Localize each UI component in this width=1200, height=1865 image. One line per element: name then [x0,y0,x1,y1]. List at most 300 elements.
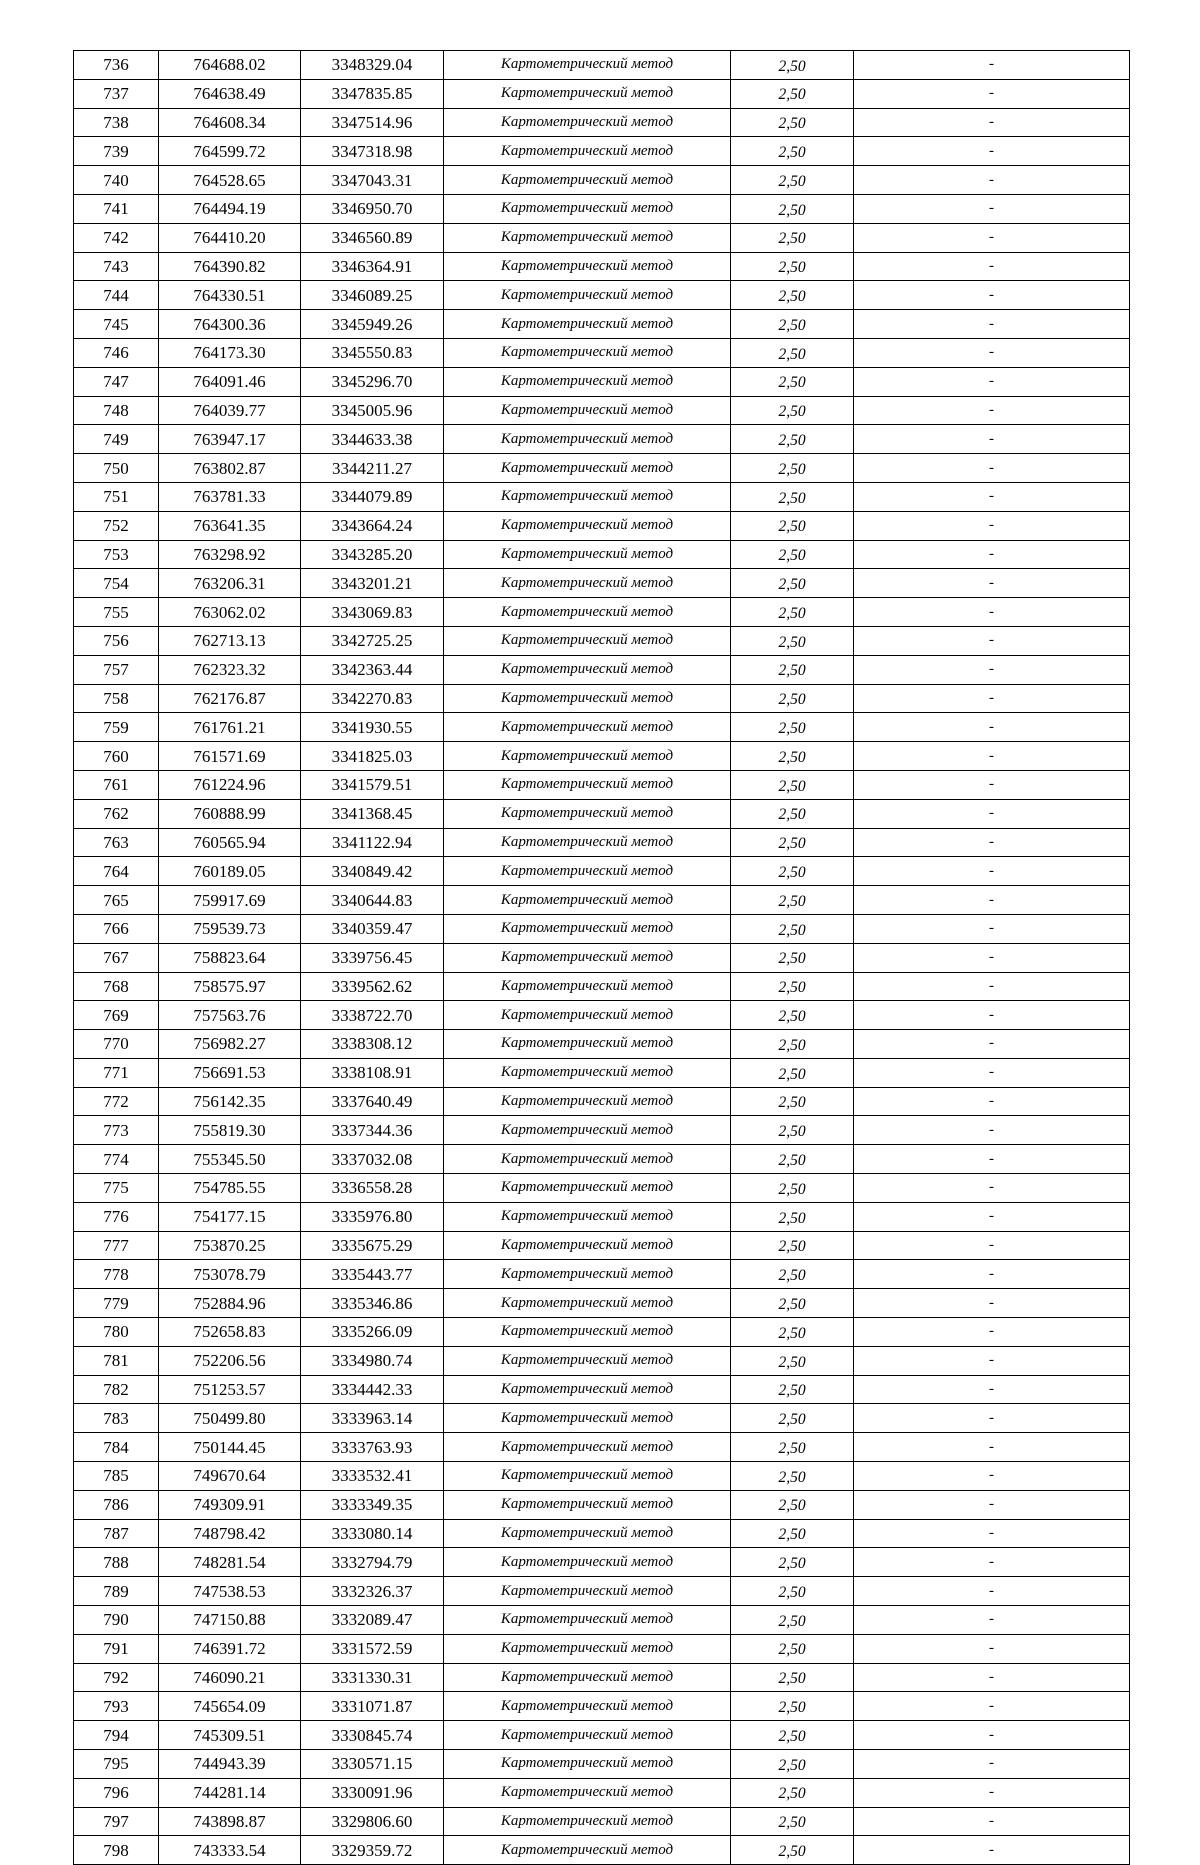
y-coordinate-cell: 3329359.72 [301,1836,444,1865]
table-row [74,857,1130,886]
x-coordinate-cell: 755819.30 [159,1116,301,1145]
table-row [74,482,1130,511]
x-coordinate-cell: 762323.32 [159,655,301,684]
point-number-cell: 779 [74,1289,159,1318]
method-cell: Картометрический метод [444,1289,731,1318]
error-cell: 2,50 [731,540,854,569]
table-row [74,1030,1130,1059]
description-cell: - [854,1231,1130,1260]
method-cell: Картометрический метод [444,1836,731,1865]
method-cell: Картометрический метод [444,626,731,655]
point-number-cell: 745 [74,310,159,339]
y-coordinate-cell: 3330845.74 [301,1721,444,1750]
point-number-cell: 769 [74,1001,159,1030]
point-number-cell: 768 [74,972,159,1001]
table-row [74,1548,1130,1577]
y-coordinate-cell: 3335266.09 [301,1318,444,1347]
error-cell: 2,50 [731,972,854,1001]
table-row [74,281,1130,310]
x-coordinate-cell: 764410.20 [159,223,301,252]
y-coordinate-cell: 3334442.33 [301,1375,444,1404]
point-number-cell: 747 [74,367,159,396]
point-number-cell: 742 [74,223,159,252]
x-coordinate-cell: 743333.54 [159,1836,301,1865]
method-cell: Картометрический метод [444,684,731,713]
y-coordinate-cell: 3330091.96 [301,1778,444,1807]
table-row [74,1462,1130,1491]
point-number-cell: 770 [74,1030,159,1059]
error-cell: 2,50 [731,1433,854,1462]
table-row [74,1692,1130,1721]
y-coordinate-cell: 3342270.83 [301,684,444,713]
table-row [74,1490,1130,1519]
method-cell: Картометрический метод [444,1519,731,1548]
description-cell: - [854,1462,1130,1491]
error-cell: 2,50 [731,454,854,483]
x-coordinate-cell: 761761.21 [159,713,301,742]
error-cell: 2,50 [731,1087,854,1116]
point-number-cell: 754 [74,569,159,598]
x-coordinate-cell: 758575.97 [159,972,301,1001]
error-cell: 2,50 [731,914,854,943]
point-number-cell: 744 [74,281,159,310]
method-cell: Картометрический метод [444,1087,731,1116]
y-coordinate-cell: 3331330.31 [301,1663,444,1692]
x-coordinate-cell: 759917.69 [159,886,301,915]
y-coordinate-cell: 3333963.14 [301,1404,444,1433]
description-cell: - [854,1807,1130,1836]
description-cell: - [854,1174,1130,1203]
x-coordinate-cell: 763206.31 [159,569,301,598]
error-cell: 2,50 [731,655,854,684]
method-cell: Картометрический метод [444,281,731,310]
x-coordinate-cell: 754177.15 [159,1202,301,1231]
description-cell: - [854,1490,1130,1519]
error-cell: 2,50 [731,770,854,799]
description-cell: - [854,1721,1130,1750]
method-cell: Картометрический метод [444,1318,731,1347]
description-cell: - [854,1202,1130,1231]
point-number-cell: 736 [74,51,159,80]
point-number-cell: 765 [74,886,159,915]
table-row [74,166,1130,195]
method-cell: Картометрический метод [444,770,731,799]
description-cell: - [854,540,1130,569]
error-cell: 2,50 [731,79,854,108]
point-number-cell: 762 [74,799,159,828]
description-cell: - [854,1778,1130,1807]
error-cell: 2,50 [731,1202,854,1231]
x-coordinate-cell: 764039.77 [159,396,301,425]
method-cell: Картометрический метод [444,79,731,108]
x-coordinate-cell: 756691.53 [159,1058,301,1087]
x-coordinate-cell: 764300.36 [159,310,301,339]
point-number-cell: 758 [74,684,159,713]
table-row [74,338,1130,367]
y-coordinate-cell: 3347835.85 [301,79,444,108]
x-coordinate-cell: 753078.79 [159,1260,301,1289]
point-number-cell: 751 [74,482,159,511]
y-coordinate-cell: 3337344.36 [301,1116,444,1145]
y-coordinate-cell: 3347043.31 [301,166,444,195]
description-cell: - [854,569,1130,598]
method-cell: Картометрический метод [444,1404,731,1433]
method-cell: Картометрический метод [444,1807,731,1836]
method-cell: Картометрический метод [444,1721,731,1750]
point-number-cell: 767 [74,943,159,972]
y-coordinate-cell: 3341930.55 [301,713,444,742]
y-coordinate-cell: 3335976.80 [301,1202,444,1231]
y-coordinate-cell: 3340644.83 [301,886,444,915]
point-number-cell: 780 [74,1318,159,1347]
x-coordinate-cell: 744281.14 [159,1778,301,1807]
error-cell: 2,50 [731,281,854,310]
method-cell: Картометрический метод [444,1750,731,1779]
error-cell: 2,50 [731,51,854,80]
table-row [74,1001,1130,1030]
y-coordinate-cell: 3344079.89 [301,482,444,511]
point-number-cell: 737 [74,79,159,108]
description-cell: - [854,482,1130,511]
error-cell: 2,50 [731,1692,854,1721]
error-cell: 2,50 [731,1606,854,1635]
table-row [74,914,1130,943]
method-cell: Картометрический метод [444,137,731,166]
point-number-cell: 739 [74,137,159,166]
description-cell: - [854,857,1130,886]
table-row [74,1058,1130,1087]
method-cell: Картометрический метод [444,454,731,483]
y-coordinate-cell: 3337032.08 [301,1145,444,1174]
x-coordinate-cell: 748281.54 [159,1548,301,1577]
error-cell: 2,50 [731,166,854,195]
error-cell: 2,50 [731,1750,854,1779]
y-coordinate-cell: 3332089.47 [301,1606,444,1635]
point-number-cell: 796 [74,1778,159,1807]
y-coordinate-cell: 3338108.91 [301,1058,444,1087]
description-cell: - [854,1375,1130,1404]
method-cell: Картометрический метод [444,1778,731,1807]
description-cell: - [854,886,1130,915]
table-row [74,1778,1130,1807]
method-cell: Картометрический метод [444,569,731,598]
y-coordinate-cell: 3333080.14 [301,1519,444,1548]
table-row [74,1433,1130,1462]
table-row [74,1663,1130,1692]
point-number-cell: 755 [74,598,159,627]
description-cell: - [854,454,1130,483]
description-cell: - [854,79,1130,108]
x-coordinate-cell: 749670.64 [159,1462,301,1491]
error-cell: 2,50 [731,1519,854,1548]
error-cell: 2,50 [731,828,854,857]
description-cell: - [854,655,1130,684]
error-cell: 2,50 [731,1548,854,1577]
description-cell: - [854,137,1130,166]
error-cell: 2,50 [731,194,854,223]
table-row [74,713,1130,742]
x-coordinate-cell: 746391.72 [159,1634,301,1663]
method-cell: Картометрический метод [444,511,731,540]
x-coordinate-cell: 764494.19 [159,194,301,223]
method-cell: Картометрический метод [444,1001,731,1030]
table-row [74,886,1130,915]
point-number-cell: 746 [74,338,159,367]
table-row [74,223,1130,252]
table-row [74,1087,1130,1116]
x-coordinate-cell: 751253.57 [159,1375,301,1404]
method-cell: Картометрический метод [444,713,731,742]
error-cell: 2,50 [731,1116,854,1145]
error-cell: 2,50 [731,223,854,252]
point-number-cell: 756 [74,626,159,655]
table-row [74,511,1130,540]
point-number-cell: 773 [74,1116,159,1145]
y-coordinate-cell: 3335346.86 [301,1289,444,1318]
table-row [74,310,1130,339]
description-cell: - [854,396,1130,425]
table-row [74,943,1130,972]
method-cell: Картометрический метод [444,425,731,454]
description-cell: - [854,1116,1130,1145]
error-cell: 2,50 [731,569,854,598]
x-coordinate-cell: 752658.83 [159,1318,301,1347]
description-cell: - [854,1750,1130,1779]
method-cell: Картометрический метод [444,1030,731,1059]
x-coordinate-cell: 764330.51 [159,281,301,310]
method-cell: Картометрический метод [444,1058,731,1087]
table-row [74,1606,1130,1635]
coordinates-table [73,50,1130,1865]
point-number-cell: 757 [74,655,159,684]
description-cell: - [854,943,1130,972]
point-number-cell: 741 [74,194,159,223]
method-cell: Картометрический метод [444,482,731,511]
method-cell: Картометрический метод [444,1634,731,1663]
x-coordinate-cell: 759539.73 [159,914,301,943]
point-number-cell: 775 [74,1174,159,1203]
y-coordinate-cell: 3333532.41 [301,1462,444,1491]
description-cell: - [854,223,1130,252]
table-row [74,684,1130,713]
method-cell: Картометрический метод [444,166,731,195]
table-row [74,1202,1130,1231]
description-cell: - [854,1634,1130,1663]
method-cell: Картометрический метод [444,598,731,627]
method-cell: Картометрический метод [444,396,731,425]
description-cell: - [854,684,1130,713]
method-cell: Картометрический метод [444,972,731,1001]
table-row [74,1231,1130,1260]
x-coordinate-cell: 757563.76 [159,1001,301,1030]
method-cell: Картометрический метод [444,1663,731,1692]
description-cell: - [854,1519,1130,1548]
point-number-cell: 750 [74,454,159,483]
table-row [74,1289,1130,1318]
point-number-cell: 749 [74,425,159,454]
description-cell: - [854,972,1130,1001]
description-cell: - [854,1087,1130,1116]
y-coordinate-cell: 3346560.89 [301,223,444,252]
y-coordinate-cell: 3343201.21 [301,569,444,598]
table-row [74,1634,1130,1663]
description-cell: - [854,1001,1130,1030]
table-row [74,1807,1130,1836]
y-coordinate-cell: 3340359.47 [301,914,444,943]
point-number-cell: 791 [74,1634,159,1663]
x-coordinate-cell: 745654.09 [159,1692,301,1721]
point-number-cell: 797 [74,1807,159,1836]
error-cell: 2,50 [731,1030,854,1059]
y-coordinate-cell: 3329806.60 [301,1807,444,1836]
description-cell: - [854,425,1130,454]
y-coordinate-cell: 3330571.15 [301,1750,444,1779]
method-cell: Картометрический метод [444,1231,731,1260]
point-number-cell: 759 [74,713,159,742]
y-coordinate-cell: 3337640.49 [301,1087,444,1116]
table-row [74,252,1130,281]
error-cell: 2,50 [731,1318,854,1347]
point-number-cell: 778 [74,1260,159,1289]
x-coordinate-cell: 764390.82 [159,252,301,281]
description-cell: - [854,51,1130,80]
description-cell: - [854,1318,1130,1347]
table-row [74,108,1130,137]
error-cell: 2,50 [731,1634,854,1663]
error-cell: 2,50 [731,137,854,166]
y-coordinate-cell: 3341825.03 [301,742,444,771]
point-number-cell: 760 [74,742,159,771]
table-row [74,1116,1130,1145]
x-coordinate-cell: 749309.91 [159,1490,301,1519]
description-cell: - [854,108,1130,137]
table-row [74,1519,1130,1548]
x-coordinate-cell: 764599.72 [159,137,301,166]
error-cell: 2,50 [731,1836,854,1865]
method-cell: Картометрический метод [444,540,731,569]
table-row [74,770,1130,799]
error-cell: 2,50 [731,1260,854,1289]
error-cell: 2,50 [731,108,854,137]
table-row [74,1836,1130,1865]
method-cell: Картометрический метод [444,252,731,281]
point-number-cell: 781 [74,1346,159,1375]
table-row [74,1375,1130,1404]
x-coordinate-cell: 750499.80 [159,1404,301,1433]
x-coordinate-cell: 762176.87 [159,684,301,713]
method-cell: Картометрический метод [444,742,731,771]
table-row [74,1145,1130,1174]
error-cell: 2,50 [731,1577,854,1606]
method-cell: Картометрический метод [444,1260,731,1289]
table-row [74,540,1130,569]
table-row [74,396,1130,425]
error-cell: 2,50 [731,857,854,886]
point-number-cell: 787 [74,1519,159,1548]
description-cell: - [854,1145,1130,1174]
x-coordinate-cell: 764528.65 [159,166,301,195]
error-cell: 2,50 [731,1174,854,1203]
method-cell: Картометрический метод [444,223,731,252]
x-coordinate-cell: 764608.34 [159,108,301,137]
table-row [74,972,1130,1001]
y-coordinate-cell: 3339562.62 [301,972,444,1001]
description-cell: - [854,194,1130,223]
error-cell: 2,50 [731,1721,854,1750]
method-cell: Картометрический метод [444,1577,731,1606]
error-cell: 2,50 [731,1001,854,1030]
method-cell: Картометрический метод [444,1490,731,1519]
description-cell: - [854,742,1130,771]
description-cell: - [854,1692,1130,1721]
method-cell: Картометрический метод [444,1692,731,1721]
y-coordinate-cell: 3346950.70 [301,194,444,223]
description-cell: - [854,281,1130,310]
error-cell: 2,50 [731,338,854,367]
point-number-cell: 785 [74,1462,159,1491]
table-row [74,1750,1130,1779]
point-number-cell: 766 [74,914,159,943]
x-coordinate-cell: 747150.88 [159,1606,301,1635]
x-coordinate-cell: 763298.92 [159,540,301,569]
y-coordinate-cell: 3346364.91 [301,252,444,281]
y-coordinate-cell: 3332794.79 [301,1548,444,1577]
x-coordinate-cell: 755345.50 [159,1145,301,1174]
table-row [74,1721,1130,1750]
x-coordinate-cell: 756982.27 [159,1030,301,1059]
x-coordinate-cell: 756142.35 [159,1087,301,1116]
x-coordinate-cell: 760189.05 [159,857,301,886]
error-cell: 2,50 [731,1778,854,1807]
error-cell: 2,50 [731,626,854,655]
method-cell: Картометрический метод [444,338,731,367]
y-coordinate-cell: 3347514.96 [301,108,444,137]
y-coordinate-cell: 3334980.74 [301,1346,444,1375]
point-number-cell: 790 [74,1606,159,1635]
x-coordinate-cell: 764688.02 [159,51,301,80]
x-coordinate-cell: 764638.49 [159,79,301,108]
description-cell: - [854,1577,1130,1606]
point-number-cell: 795 [74,1750,159,1779]
x-coordinate-cell: 748798.42 [159,1519,301,1548]
description-cell: - [854,799,1130,828]
table-row [74,79,1130,108]
description-cell: - [854,1058,1130,1087]
error-cell: 2,50 [731,886,854,915]
x-coordinate-cell: 747538.53 [159,1577,301,1606]
description-cell: - [854,598,1130,627]
y-coordinate-cell: 3333349.35 [301,1490,444,1519]
table-row [74,1404,1130,1433]
x-coordinate-cell: 763802.87 [159,454,301,483]
y-coordinate-cell: 3331572.59 [301,1634,444,1663]
point-number-cell: 753 [74,540,159,569]
point-number-cell: 789 [74,1577,159,1606]
description-cell: - [854,828,1130,857]
x-coordinate-cell: 764173.30 [159,338,301,367]
y-coordinate-cell: 3345296.70 [301,367,444,396]
description-cell: - [854,1289,1130,1318]
description-cell: - [854,1030,1130,1059]
method-cell: Картометрический метод [444,943,731,972]
point-number-cell: 776 [74,1202,159,1231]
point-number-cell: 794 [74,1721,159,1750]
x-coordinate-cell: 760888.99 [159,799,301,828]
x-coordinate-cell: 763062.02 [159,598,301,627]
method-cell: Картометрический метод [444,1174,731,1203]
x-coordinate-cell: 763641.35 [159,511,301,540]
point-number-cell: 777 [74,1231,159,1260]
